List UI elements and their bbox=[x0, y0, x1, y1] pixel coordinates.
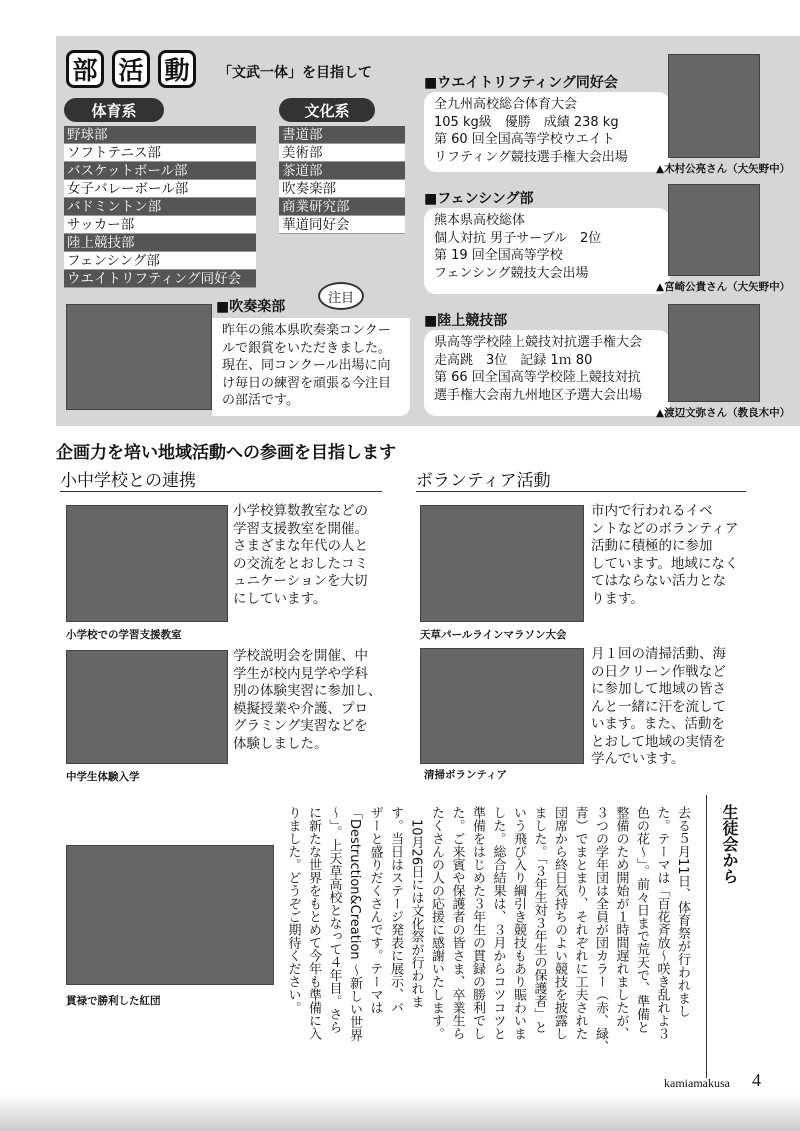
volunteer-text-1 bbox=[591, 503, 741, 608]
text-line: いう飛び入り綱引き競技もあり賑わいま bbox=[511, 806, 526, 1040]
club-item: 茶道部 bbox=[279, 162, 405, 180]
club-item: バドミントン部 bbox=[64, 198, 256, 216]
sports-label: 体育系 bbox=[64, 98, 164, 122]
text-line: 整備のため開始が１時間遅れましたが、 bbox=[613, 806, 629, 1040]
text-line: てはならない活力とな bbox=[591, 573, 726, 589]
fencing-card bbox=[424, 208, 670, 294]
text-line: した。総合結果は、３月からコツコツと bbox=[490, 806, 506, 1040]
volunteer-photo-2 bbox=[420, 648, 584, 764]
weight-photo bbox=[668, 54, 760, 158]
text-line: の日クリーン作戦など bbox=[591, 663, 726, 680]
text-line: 団席から終日気持ちのよい競技を披露し bbox=[552, 806, 567, 1040]
text-line: 学校説明会を開催、中 bbox=[233, 648, 368, 664]
text-line: 第 60 回全国高等学校ウエイト bbox=[434, 132, 615, 147]
weight-card bbox=[424, 92, 670, 172]
text-line: 市内で行われるイベ bbox=[591, 503, 713, 519]
culture-list bbox=[279, 126, 405, 234]
text-line: 模擬授業や介護、プロ bbox=[233, 700, 368, 717]
track-caption: ▲渡辺文弥さん（教良木中） bbox=[656, 407, 791, 419]
club-item: 吹奏楽部 bbox=[279, 180, 405, 198]
council-caption: 貫禄で勝利した紅団 bbox=[66, 995, 161, 1007]
text-line: た。テーマは「百花斉放～咲き乱れよ３ bbox=[654, 806, 670, 1040]
text-line: 色の花～」。前々日まで荒天で、準備と bbox=[634, 806, 649, 1034]
text-line: 第 19 回全国高等学校 bbox=[434, 248, 563, 263]
text-line: け毎日の練習を頑張る今注目 bbox=[222, 375, 392, 391]
council-title: 生徒会から bbox=[720, 804, 739, 884]
text-line: しています。地域になく bbox=[591, 555, 739, 572]
text-line: 10月26日には文化祭が行われま bbox=[408, 806, 424, 1009]
club-item: 美術部 bbox=[279, 144, 405, 162]
track-photo bbox=[668, 304, 760, 402]
title-char-2: 活 bbox=[112, 50, 150, 88]
text-line: んと一緒に汗を流して bbox=[591, 698, 726, 715]
text-line: リフティング競技選手権大会出場 bbox=[434, 149, 628, 165]
text-line: 月１回の清掃活動、海 bbox=[591, 646, 726, 662]
fencing-photo bbox=[668, 184, 760, 276]
text-line: ントなどのボランティア bbox=[591, 520, 739, 537]
text-line: 105 kg級 優勝 成績 238 kg bbox=[434, 114, 619, 130]
text-line: 青）でまとまり、それぞれに工夫された bbox=[572, 806, 588, 1040]
title-char-1: 部 bbox=[66, 50, 104, 88]
text-line: 第 66 回全国高等学校陸上競技対抗 bbox=[434, 370, 641, 385]
school-text-2 bbox=[233, 648, 383, 753]
school-caption-2: 中学生体験入学 bbox=[66, 771, 140, 783]
club-item: バスケットボール部 bbox=[64, 162, 256, 180]
text-line: りました。どうぞご期待ください。 bbox=[285, 806, 301, 1014]
volunteer-caption-1: 天草パールラインマラソン大会 bbox=[420, 629, 567, 641]
council-text bbox=[282, 806, 692, 1078]
club-item: 野球部 bbox=[64, 126, 256, 144]
volunteer-text-2 bbox=[591, 646, 741, 769]
volunteer-photo-1 bbox=[420, 505, 584, 622]
text-line: 学んでいます。 bbox=[591, 751, 685, 767]
text-line: 活動に積極的に参加 bbox=[591, 538, 713, 554]
school-title: 小中学校との連携 bbox=[60, 466, 382, 492]
volunteer-title: ボランティア活動 bbox=[416, 466, 746, 492]
band-photo bbox=[66, 304, 212, 410]
text-line: の部活です。 bbox=[222, 393, 299, 408]
attention-bubble: 注目 bbox=[318, 282, 364, 310]
band-text bbox=[212, 318, 410, 416]
text-line: ュニケーションを大切 bbox=[233, 573, 368, 589]
sports-list bbox=[64, 126, 256, 288]
text-line: 「Destruction&Creation ～新しい世界 bbox=[347, 806, 362, 1042]
club-item: 商業研究部 bbox=[279, 198, 405, 216]
club-item: フェンシング部 bbox=[64, 252, 256, 270]
page-number: 4 bbox=[752, 1070, 761, 1090]
weight-title: ■ウエイトリフティング同好会 bbox=[424, 75, 618, 91]
footer-bar bbox=[0, 1094, 800, 1131]
text-line: の交流をとおしたコミ bbox=[233, 555, 368, 572]
text-line: ります。 bbox=[591, 590, 644, 607]
text-line: 昨年の熊本県吹奏楽コンクー bbox=[222, 323, 391, 338]
text-line: 現在、同コンクール出場に向 bbox=[222, 358, 391, 373]
club-item: ソフトテニス部 bbox=[64, 144, 256, 162]
club-item: 女子バレーボール部 bbox=[64, 180, 256, 198]
text-line: た。ご来賓や保護者の皆さま、卒業生ら bbox=[449, 806, 465, 1040]
text-line: 体験しました。 bbox=[233, 735, 328, 752]
text-line: 走高跳 3位 記録 1ｍ 80 bbox=[434, 352, 593, 368]
text-line: ～」。上天草高校となって４年目。さら bbox=[326, 806, 342, 1034]
text-line: 県高等学校陸上競技対抗選手権大会 bbox=[434, 335, 643, 350]
volunteer-caption-2: 清掃ボランティア bbox=[424, 769, 508, 781]
text-line: に新たな世界をもとめて今年も準備に入 bbox=[306, 806, 321, 1040]
school-caption-1: 小学校での学習支援教室 bbox=[66, 629, 182, 641]
text-line: す。当日はステージ発表に展示、バ bbox=[388, 806, 403, 1014]
band-title: ■吹奏楽部 bbox=[216, 299, 286, 315]
track-title: ■陸上競技部 bbox=[424, 313, 508, 329]
text-line: 学習支援教室を開催。 bbox=[233, 520, 368, 537]
text-line: 個人対抗 男子サーブル 2位 bbox=[434, 230, 602, 246]
text-line: さまざまな年代の人と bbox=[233, 538, 368, 554]
text-line: 全九州高校総合体育大会 bbox=[434, 97, 578, 112]
text-line: に参加して地域の皆さ bbox=[591, 681, 726, 697]
title-char-3: 動 bbox=[158, 50, 196, 88]
footer-site: kamiamakusa bbox=[664, 1076, 730, 1090]
school-photo-1 bbox=[66, 505, 228, 622]
text-line: 準備をはじめた３年生の貫録の勝利でし bbox=[470, 806, 485, 1040]
school-text-1 bbox=[233, 503, 383, 608]
text-line: 小学校算数教室などの bbox=[233, 503, 368, 519]
text-line: フェンシング競技大会出場 bbox=[434, 265, 589, 281]
text-line: 去る５月11日、体育祭が行われまし bbox=[675, 806, 690, 1018]
text-line: います。また、活動を bbox=[591, 716, 725, 732]
text-line: 学生が校内見学や学科 bbox=[233, 665, 368, 682]
council-photo bbox=[66, 845, 274, 985]
club-item: 陸上競技部 bbox=[64, 234, 256, 252]
text-line: にしています。 bbox=[233, 590, 327, 607]
club-item: 華道同好会 bbox=[279, 216, 405, 234]
text-line: ３つの学年団は全員が団カラー（赤、緑、 bbox=[593, 806, 608, 1053]
weight-caption: ▲木村公亮さん（大矢野中） bbox=[656, 163, 791, 175]
text-line: ました。「３年生対３年生の保護者」と bbox=[531, 806, 547, 1034]
main-headline: 企画力を培い地域活動への参画を目指します bbox=[56, 443, 396, 463]
club-item: ウエイトリフティング同好会 bbox=[64, 270, 256, 288]
club-item: サッカー部 bbox=[64, 216, 256, 234]
text-line: 熊本県高校総体 bbox=[434, 213, 526, 228]
text-line: グラミング実習などを bbox=[233, 718, 368, 734]
text-line: たくさんの人の応援に感謝いたします。 bbox=[429, 806, 444, 1040]
text-line: 選手権大会南九州地区予選大会出場 bbox=[434, 387, 643, 403]
text-line: ルで銀賞をいただきました。 bbox=[222, 340, 392, 356]
text-line: ザーと盛りだくさんです。テーマは bbox=[367, 806, 383, 1014]
text-line: 別の体験実習に参加し、 bbox=[233, 683, 382, 699]
culture-label: 文化系 bbox=[279, 98, 375, 122]
track-card bbox=[424, 330, 670, 416]
text-line: とおして地域の実情を bbox=[591, 733, 726, 750]
fencing-title: ■フェンシング部 bbox=[424, 191, 534, 207]
club-item: 書道部 bbox=[279, 126, 405, 144]
slogan: 「文武一体」を目指して bbox=[218, 65, 372, 81]
school-photo-2 bbox=[66, 650, 228, 764]
fencing-caption: ▲宮崎公貴さん（大矢野中） bbox=[656, 281, 791, 293]
